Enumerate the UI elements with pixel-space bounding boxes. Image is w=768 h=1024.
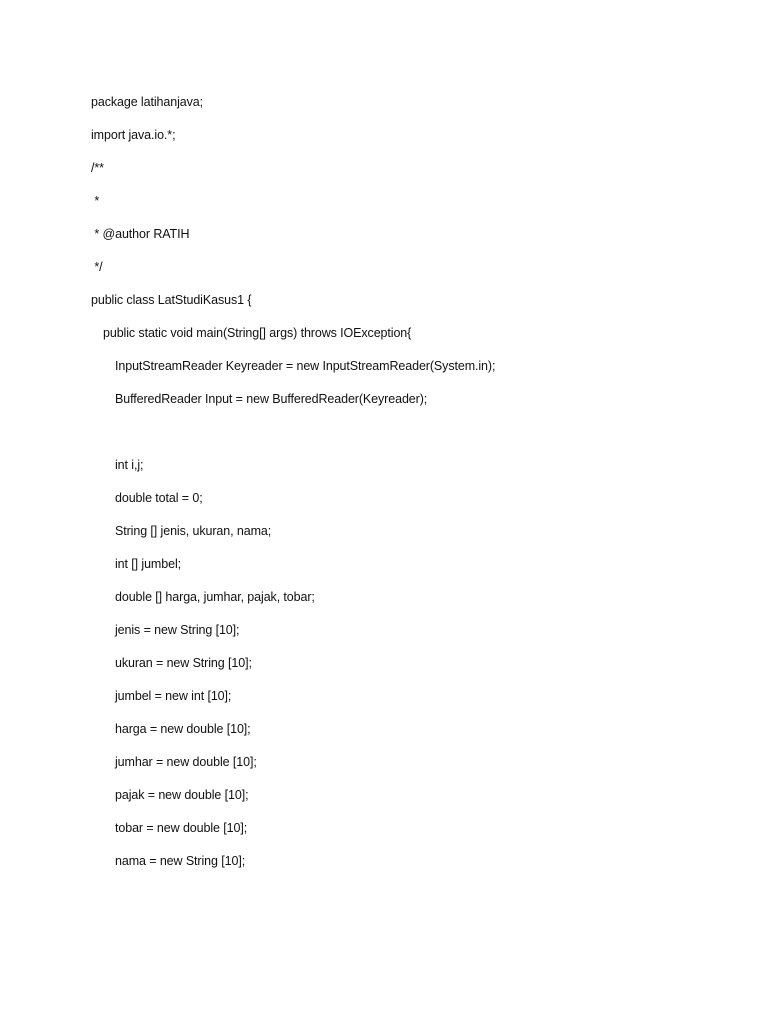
code-line-buffered-reader: BufferedReader Input = new BufferedReader(Keyreader); [115,392,428,406]
code-line-string-arrays: String [] jenis, ukuran, nama; [115,524,272,538]
code-listing [91,92,495,884]
code-line-author: * @author RATIH [91,227,190,241]
code-line-int-array: int [] jumbel; [115,557,181,571]
code-line-class-declaration: public class LatStudiKasus1 { [91,293,252,307]
code-line-comment-star: * [91,194,100,208]
code-line-blank [91,422,495,455]
code-line-nama-init: nama = new String [10]; [115,854,246,868]
code-line-ukuran-init: ukuran = new String [10]; [115,656,252,670]
code-line-int-ij: int i,j; [115,458,144,472]
code-line-comment-open: /** [91,161,104,175]
code-line-double-total: double total = 0; [115,491,203,505]
code-line-package: package latihanjava; [91,95,203,109]
code-line-tobar-init: tobar = new double [10]; [115,821,248,835]
code-line-jumhar-init: jumhar = new double [10]; [115,755,257,769]
code-line-jumbel-init: jumbel = new int [10]; [115,689,232,703]
code-line-jenis-init: jenis = new String [10]; [115,623,240,637]
code-line-input-stream-reader: InputStreamReader Keyreader = new InputStreamReader(System.in); [115,359,496,373]
code-line-harga-init: harga = new double [10]; [115,722,251,736]
code-line-comment-close: */ [91,260,103,274]
code-line-pajak-init: pajak = new double [10]; [115,788,249,802]
code-line-import: import java.io.*; [91,128,176,142]
code-line-double-arrays: double [] harga, jumhar, pajak, tobar; [115,590,315,604]
code-line-main-method: public static void main(String[] args) throws IOException{ [103,326,412,340]
